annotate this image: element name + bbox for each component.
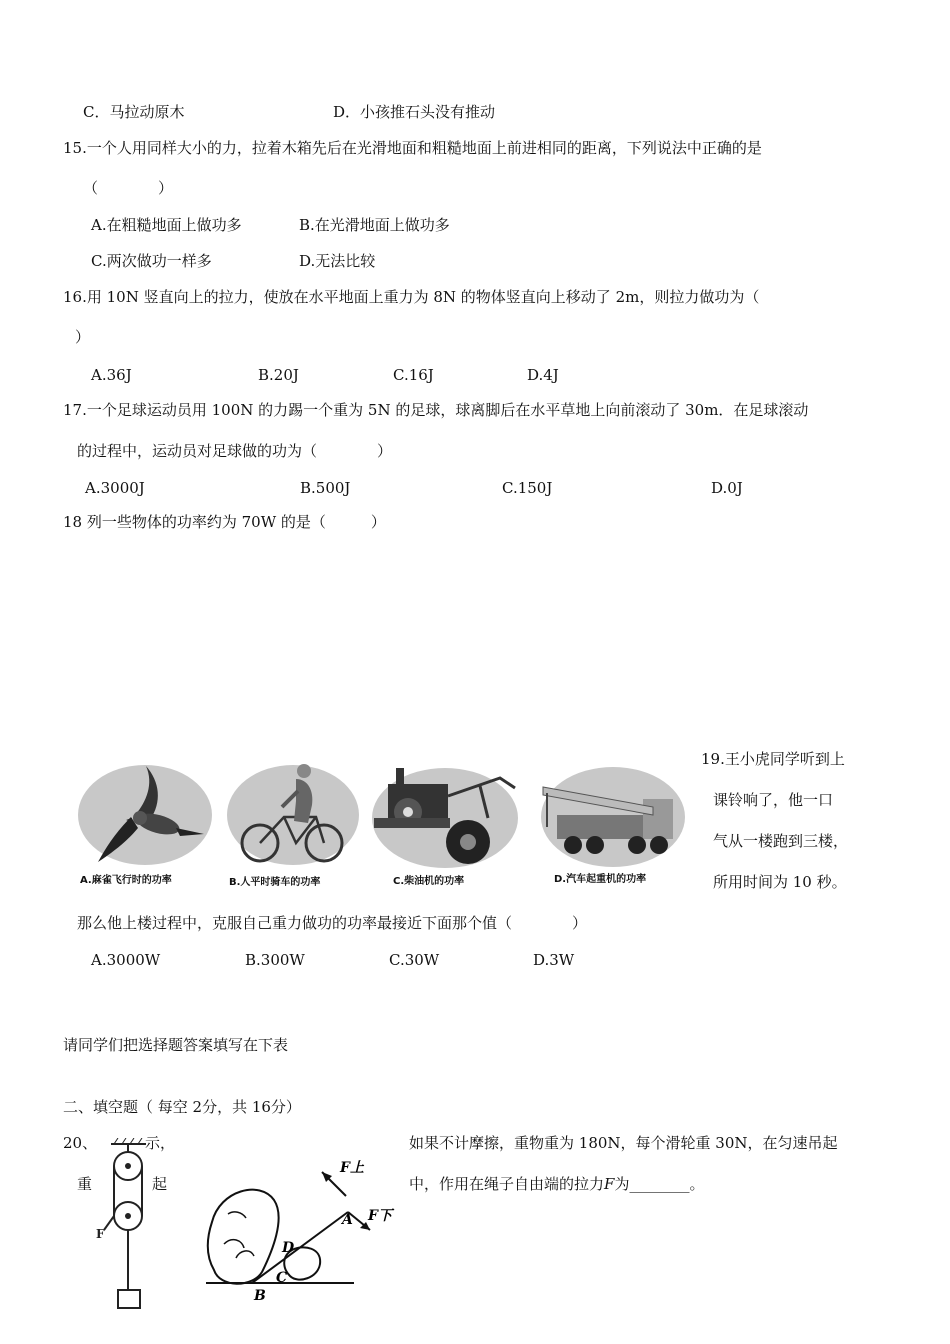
q19-line3: 气从一楼跑到三楼， [713, 832, 849, 850]
q19-option-b: B.300W [245, 951, 305, 969]
f-down-label: F下 [368, 1208, 392, 1224]
q19-line4: 所用时间为 10 秒。 [713, 873, 847, 891]
pulley-diagram [96, 1138, 156, 1318]
sparrow-image [76, 762, 214, 868]
q17-option-c: C.150J [502, 479, 553, 497]
f-up-label: F上 [340, 1160, 364, 1176]
point-c-label: C [276, 1270, 288, 1286]
section-2-title: 二、填空题（ 每空 2分，共 16分） [63, 1098, 301, 1116]
q16-stem: 16.用 10N 竖直向上的拉力，使放在水平地面上重力为 8N 的物体竖直向上移动了 2m，则拉力做功为（ [63, 288, 760, 306]
q15-paren: （ ） [83, 179, 174, 197]
q20-fragment-2: 重 [77, 1175, 93, 1193]
q14-option-c: C．马拉动原木 [83, 103, 185, 121]
q17-stem-line1: 17.一个足球运动员用 100N 的力踢一个重为 5N 的足球，球离脚后在水平草地上向前滚动了 30m．在足球滚动 [63, 401, 809, 419]
q20-fragment-3: 起 [152, 1175, 168, 1193]
tractor-image [370, 748, 520, 868]
q17-option-a: A.3000J [85, 479, 145, 497]
cyclist-image [226, 757, 360, 867]
lever-diagram [202, 1152, 402, 1304]
q14-option-d: D．小孩推石头没有推动 [333, 103, 496, 121]
point-b-label: B [254, 1288, 266, 1304]
crane-truck-image [533, 757, 687, 869]
q15-option-a: A.在粗糙地面上做功多 [91, 216, 242, 234]
q16-option-a: A.36J [91, 366, 132, 384]
q16-option-b: B.20J [258, 366, 299, 384]
q18-caption-c: C.柴油机的功率 [393, 876, 465, 887]
q15-option-b: B.在光滑地面上做功多 [299, 216, 450, 234]
q17-stem-line2: 的过程中，运动员对足球做的功为（ ） [77, 442, 393, 460]
answer-table-note: 请同学们把选择题答案填写在下表 [63, 1036, 289, 1054]
q20-fragment-1: 示， [145, 1134, 176, 1152]
q20-line1: 如果不计摩擦，重物重为 180N，每个滑轮重 30N，在匀速吊起 [409, 1134, 838, 1152]
q19-line1: 19.王小虎同学听到上 [701, 750, 845, 768]
q18-caption-b: B.人平时骑车的功率 [229, 877, 321, 888]
q20-number: 20、 [63, 1134, 98, 1152]
q19-option-d: D.3W [533, 951, 575, 969]
point-d-label: D [282, 1240, 295, 1256]
q18-caption-a: A.麻雀飞行时的功率 [80, 875, 172, 886]
point-a-label: A [342, 1212, 353, 1228]
q17-option-d: D.0J [711, 479, 743, 497]
q19-line2: 课铃响了，他一口 [713, 791, 834, 809]
q15-stem: 15.一个人用同样大小的力，拉着木箱先后在光滑地面和粗糙地面上前进相同的距离，下列说法中正确的是 [63, 139, 762, 157]
q16-stem-end: ） [75, 328, 91, 346]
q17-option-b: B.500J [300, 479, 351, 497]
q18-stem: 18 列一些物体的功率约为 70W 的是（ ） [63, 513, 386, 531]
q16-option-d: D.4J [527, 366, 559, 384]
q15-option-d: D.无法比较 [299, 252, 376, 270]
q19-option-c: C.30W [389, 951, 440, 969]
q20-line2: 中，作用在绳子自由端的拉力F为________。 [409, 1175, 705, 1193]
q16-option-c: C.16J [393, 366, 434, 384]
q19-stem2: 那么他上楼过程中，克服自己重力做功的功率最接近下面那个值（ ） [77, 914, 588, 932]
q18-caption-d: D.汽车起重机的功率 [554, 874, 647, 885]
q19-option-a: A.3000W [91, 951, 161, 969]
q15-option-c: C.两次做功一样多 [91, 252, 212, 270]
pulley-force-label: F [96, 1227, 105, 1241]
